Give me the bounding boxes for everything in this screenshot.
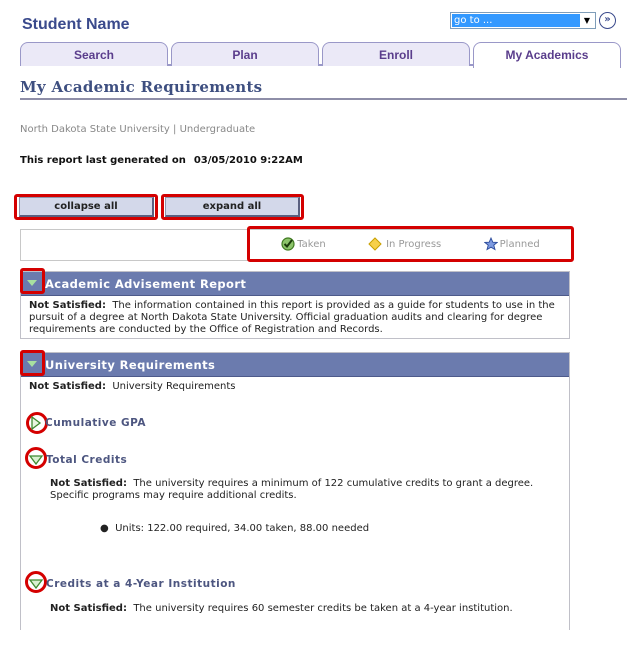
goto-button[interactable]: » [599, 12, 616, 29]
requirement-cumulative-gpa[interactable] [30, 416, 146, 430]
page-title: My Academic Requirements [20, 78, 263, 96]
legend-in-progress-label: In Progress [386, 238, 442, 250]
star-icon [484, 237, 498, 251]
tab-search[interactable]: Search [20, 42, 168, 66]
generated-date: 03/05/2010 9:22AM [193, 155, 303, 166]
status-label: Not Satisfied: [50, 478, 127, 489]
status-label: Not Satisfied: [50, 603, 127, 614]
requirement-text: The university requires a minimum of 122 cumulative credits to grant a degree. Specific programs may require additional credits. [50, 478, 534, 501]
highlight-collapse-2 [20, 350, 45, 376]
requirement-description [50, 478, 550, 502]
status-label: Not Satisfied: [29, 300, 106, 311]
section-body [21, 296, 569, 340]
legend-taken [281, 237, 326, 251]
title-divider [20, 98, 627, 100]
collapse-triangle-icon[interactable] [29, 455, 43, 465]
legend-planned [484, 237, 540, 251]
tab-plan[interactable]: Plan [171, 42, 319, 66]
units-line [100, 523, 369, 534]
chevron-down-icon[interactable]: ▼ [583, 16, 591, 25]
section-header[interactable] [21, 272, 569, 296]
generated-label: This report last generated on [20, 155, 186, 166]
legend-in-progress [368, 237, 441, 251]
tab-my-academics[interactable]: My Academics [473, 42, 621, 68]
requirement-credits-4yr[interactable] [29, 578, 236, 590]
tab-bar [20, 42, 621, 66]
legend-planned-label: Planned [499, 238, 540, 250]
diamond-icon [368, 237, 382, 251]
status-label: Not Satisfied: [29, 381, 106, 392]
legend [248, 226, 573, 262]
section-title: Academic Advisement Report [45, 276, 247, 291]
section-academic-advisement [20, 271, 570, 339]
section-header[interactable] [21, 353, 569, 377]
check-icon [281, 237, 295, 251]
section-description: The information contained in this report is provided as a guide for students to use in the pursuit of a degree at North Dakota State University. Official graduation audits and clearing for degree requirements are conducted by the Office of Registration and Records. [29, 300, 555, 335]
goto-selected-value: go to ... [452, 14, 580, 27]
section-title: University Requirements [45, 357, 216, 372]
expand-all-button[interactable]: expand all [165, 197, 300, 217]
goto-dropdown[interactable] [450, 12, 596, 29]
requirement-title: Total Credits [46, 454, 128, 466]
collapse-all-button[interactable]: collapse all [19, 197, 154, 217]
institution-career: North Dakota State University | Undergraduate [20, 124, 256, 135]
tab-enroll[interactable]: Enroll [322, 42, 470, 66]
section-description: University Requirements [112, 381, 236, 392]
section-body [21, 377, 569, 397]
report-generated [20, 155, 303, 166]
requirement-total-credits[interactable] [29, 454, 127, 466]
student-name: Student Name [22, 16, 130, 33]
requirement-title: Credits at a 4-Year Institution [46, 578, 236, 590]
legend-taken-label: Taken [297, 238, 326, 250]
goto-navigation [450, 12, 616, 29]
highlight-collapse-1 [20, 268, 45, 294]
requirement-description [50, 603, 520, 615]
expand-triangle-icon[interactable] [30, 416, 42, 430]
requirement-text: The university requires 60 semester credits be taken at a 4-year institution. [133, 603, 513, 614]
collapse-triangle-icon[interactable] [29, 579, 43, 589]
bullet-icon: ● [100, 523, 109, 534]
units-summary: Units: 122.00 required, 34.00 taken, 88.00 needed [115, 523, 370, 534]
requirement-title: Cumulative GPA [45, 417, 146, 429]
